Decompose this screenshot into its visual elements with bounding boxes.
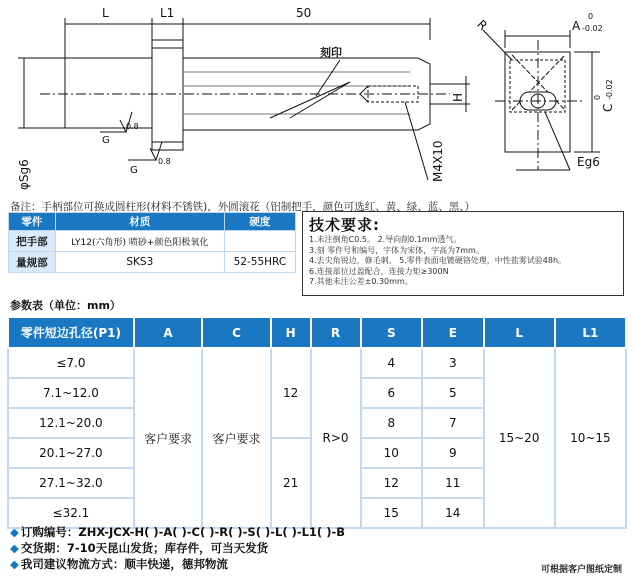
param-header: L [484, 317, 555, 348]
dim-H: H [451, 92, 465, 102]
engrave-label: 刻印 [320, 46, 342, 59]
dia-s: φSg6 [17, 159, 31, 190]
e-cell: 14 [422, 498, 484, 528]
technical-drawing [0, 0, 634, 198]
delivery-text: 交货期：7-10天昆山发货；库存件，可当天发货 [20, 541, 269, 555]
s-cell: 4 [361, 348, 423, 378]
c-cell: 客户要求 [202, 348, 270, 528]
l1-cell: 10~15 [555, 348, 626, 528]
table-row [9, 231, 296, 252]
param-header: 零件短边孔径(P1) [8, 317, 134, 348]
p1-cell: 12.1~20.0 [8, 408, 134, 438]
diamond-icon: ◆ [10, 557, 19, 571]
mat-cell: 52-55HRC [224, 252, 295, 273]
p1-cell: 7.1~12.0 [8, 378, 134, 408]
s-cell: 8 [361, 408, 423, 438]
tech-line: 1.未注倒角C0.5。 2.导向削0.1mm透气。 [309, 235, 462, 244]
dim-E: Eg6 [577, 155, 600, 169]
param-header: A [134, 317, 202, 348]
h-cell: 12 [271, 348, 311, 438]
tol-C-lower: -0.02 [605, 79, 614, 100]
order-line [10, 524, 345, 540]
e-cell: 7 [422, 408, 484, 438]
params-table [7, 316, 627, 529]
rough-g1: G [102, 135, 110, 146]
tech-line: 6.连接部位过盈配合，连接力矩≥300N [309, 266, 449, 276]
tech-requirements [302, 211, 624, 296]
dim-A: A [572, 19, 581, 33]
tol-A-upper: 0 [588, 12, 594, 21]
shipping-line [10, 556, 228, 572]
table-row [9, 252, 296, 273]
r-cell: R>0 [311, 348, 361, 528]
shipping-text: 我司建议物流方式：顺丰快递，德邦物流 [20, 557, 228, 571]
dim-R: R [474, 17, 491, 34]
delivery-line [10, 540, 268, 556]
table-row [8, 348, 626, 378]
custom-note: 可根据客户图纸定制 [540, 565, 622, 575]
p1-cell: ≤32.1 [8, 498, 134, 528]
diamond-icon: ◆ [10, 525, 19, 539]
mat-cell [224, 231, 295, 252]
p1-cell: ≤7.0 [8, 348, 134, 378]
param-header: S [361, 317, 423, 348]
e-cell: 3 [422, 348, 484, 378]
diamond-icon: ◆ [10, 541, 19, 555]
mat-cell: SKS3 [55, 252, 224, 273]
param-header: H [271, 317, 311, 348]
e-cell: 9 [422, 438, 484, 468]
dim-50: 50 [296, 6, 312, 20]
material-table [8, 212, 296, 273]
mat-cell: 量规部 [9, 252, 56, 273]
rough-08a: 0.8 [126, 122, 139, 131]
l-cell: 15~20 [484, 348, 555, 528]
s-cell: 6 [361, 378, 423, 408]
tech-line: 3.刻 零件号和编号，字体为宋体，字高为7mm。 [309, 245, 484, 255]
a-cell: 客户要求 [134, 348, 202, 528]
order-text: 订购编号：ZHX-JCX-H( )-A( )-C( )-R( )-S( )-L( )-L1( )-B [20, 525, 345, 539]
thread-M4: M4X10 [431, 140, 445, 182]
mat-cell: 把手部 [9, 231, 56, 252]
e-cell: 11 [422, 468, 484, 498]
rough-08b: 0.8 [158, 157, 171, 166]
param-header: R [311, 317, 361, 348]
s-cell: 12 [361, 468, 423, 498]
rough-g2: G [130, 165, 138, 176]
param-header: L1 [555, 317, 626, 348]
h-cell: 21 [271, 438, 311, 528]
remark-note: 备注：手柄部位可换成圆柱形(材料不锈铁)，外圆滚花（铝制把手，颜色可选红、黄、绿、蓝、黑、） [10, 201, 475, 213]
mat-cell: LY12(六角形) 喷砂+颜色阳极氧化 [55, 231, 224, 252]
dim-L: L [102, 6, 109, 20]
e-cell: 5 [422, 378, 484, 408]
tol-A-lower: -0.02 [582, 24, 603, 33]
tol-C-upper: 0 [593, 94, 602, 100]
mat-header-hardness: 硬度 [224, 213, 295, 231]
mat-header-material: 材质 [55, 213, 224, 231]
param-header: E [422, 317, 484, 348]
param-header: C [202, 317, 270, 348]
p1-cell: 27.1~32.0 [8, 468, 134, 498]
dim-L1: L1 [160, 6, 175, 20]
tech-line: 7.其他未注公差±0.30mm。 [309, 277, 413, 286]
tech-title: 技术要求: [309, 216, 380, 234]
s-cell: 10 [361, 438, 423, 468]
dim-C: C [601, 103, 615, 112]
p1-cell: 20.1~27.0 [8, 438, 134, 468]
mat-header-part: 零件 [9, 213, 56, 231]
s-cell: 15 [361, 498, 423, 528]
params-title: 参数表（单位：mm） [10, 299, 121, 312]
tech-line: 4.去尖角锐边，修毛刺。 5.零件表面电镀硬铬处理，中性盐雾试验48h。 [309, 256, 567, 265]
